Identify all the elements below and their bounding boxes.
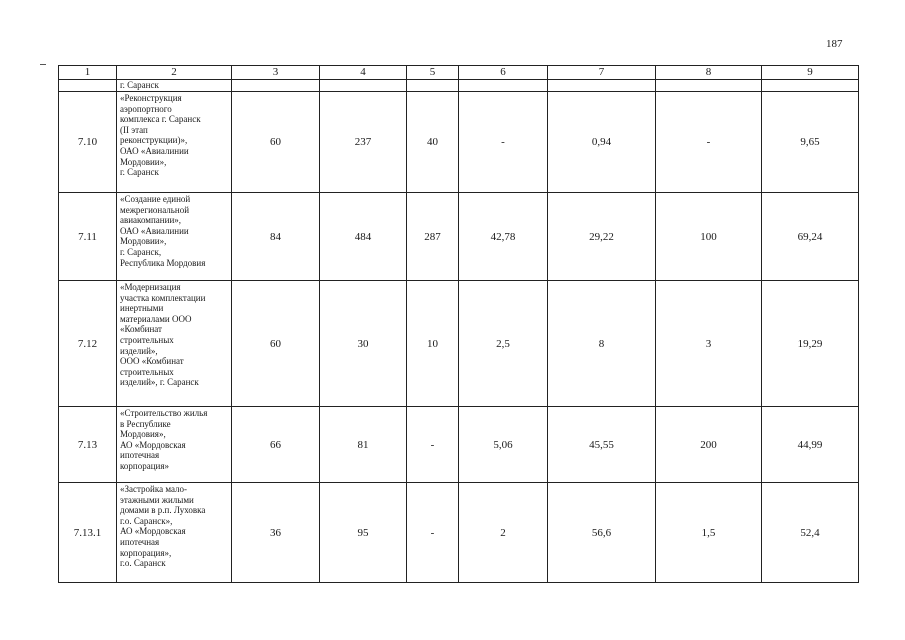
table-cell: 19,29: [762, 281, 859, 407]
table-row-continuation: [59, 80, 859, 92]
row-id-cell: 7.12: [59, 281, 117, 407]
table-cell: 45,55: [548, 407, 656, 483]
column-header: 8: [656, 66, 762, 80]
table-cell: [656, 80, 762, 92]
table-cell: 5,06: [459, 407, 548, 483]
table-cell: 29,22: [548, 193, 656, 281]
table-cell: 81: [320, 407, 407, 483]
table-cell: 1,5: [656, 483, 762, 583]
project-name-cell: «Застройка мало- этажными жилыми домами в р.п. Луховка г.о. Саранск», АО «Мордовская ипотечная корпорация», г.о. Саранск: [117, 483, 232, 583]
project-name-cell: «Модернизация участка комплектации инертными материалами ООО «Комбинат строительных изделий», ООО «Комбинат строительных изделий», г. Саранск: [117, 281, 232, 407]
page-number: 187: [826, 38, 843, 50]
table-cell: 0,94: [548, 92, 656, 193]
table-row: [59, 193, 859, 281]
table-cell: 52,4: [762, 483, 859, 583]
project-name-cell: «Строительство жилья в Республике Мордовия», АО «Мордовская ипотечная корпорация»: [117, 407, 232, 483]
table-cell: 30: [320, 281, 407, 407]
row-id-cell: 7.13: [59, 407, 117, 483]
table-row: [59, 407, 859, 483]
table-cell: 66: [232, 407, 320, 483]
table-row: [59, 281, 859, 407]
table-cell: 44,99: [762, 407, 859, 483]
table-cell: 2: [459, 483, 548, 583]
table-cell: -: [407, 407, 459, 483]
table-header-row: [59, 66, 859, 80]
table-row: [59, 92, 859, 193]
table-cell: -: [656, 92, 762, 193]
table-row: [59, 483, 859, 583]
project-name-cell: «Реконструкция аэропортного комплекса г. Саранск (II этап реконструкции)», ОАО «Авиалинии Мордовии», г. Саранск: [117, 92, 232, 193]
project-name-cell: г. Саранск: [117, 80, 232, 92]
margin-mark: [40, 64, 46, 65]
table-cell: [548, 80, 656, 92]
project-name-cell: «Создание единой межрегиональной авиакомпании», ОАО «Авиалинии Мордовии», г. Саранск, Республика Мордовия: [117, 193, 232, 281]
table-cell: [762, 80, 859, 92]
table-cell: 237: [320, 92, 407, 193]
table-cell: 40: [407, 92, 459, 193]
table-cell: 36: [232, 483, 320, 583]
column-header: 1: [59, 66, 117, 80]
table-cell: 9,65: [762, 92, 859, 193]
table-cell: 2,5: [459, 281, 548, 407]
column-header: 3: [232, 66, 320, 80]
table-cell: 484: [320, 193, 407, 281]
table-cell: 95: [320, 483, 407, 583]
table-cell: [59, 80, 117, 92]
table-cell: 287: [407, 193, 459, 281]
table-cell: 60: [232, 281, 320, 407]
column-header: 2: [117, 66, 232, 80]
column-header: 7: [548, 66, 656, 80]
column-header: 9: [762, 66, 859, 80]
table-cell: -: [407, 483, 459, 583]
table-cell: 100: [656, 193, 762, 281]
table-cell: 69,24: [762, 193, 859, 281]
column-header: 6: [459, 66, 548, 80]
table-cell: 200: [656, 407, 762, 483]
column-header: 5: [407, 66, 459, 80]
row-id-cell: 7.11: [59, 193, 117, 281]
column-header: 4: [320, 66, 407, 80]
table-cell: -: [459, 92, 548, 193]
table-cell: 3: [656, 281, 762, 407]
row-id-cell: 7.10: [59, 92, 117, 193]
table-cell: [232, 80, 320, 92]
data-table: [58, 65, 859, 583]
table-cell: 56,6: [548, 483, 656, 583]
table-cell: 8: [548, 281, 656, 407]
table-cell: 60: [232, 92, 320, 193]
table-cell: [407, 80, 459, 92]
table-cell: 42,78: [459, 193, 548, 281]
table-cell: [320, 80, 407, 92]
table-cell: [459, 80, 548, 92]
row-id-cell: 7.13.1: [59, 483, 117, 583]
table-cell: 84: [232, 193, 320, 281]
table-cell: 10: [407, 281, 459, 407]
